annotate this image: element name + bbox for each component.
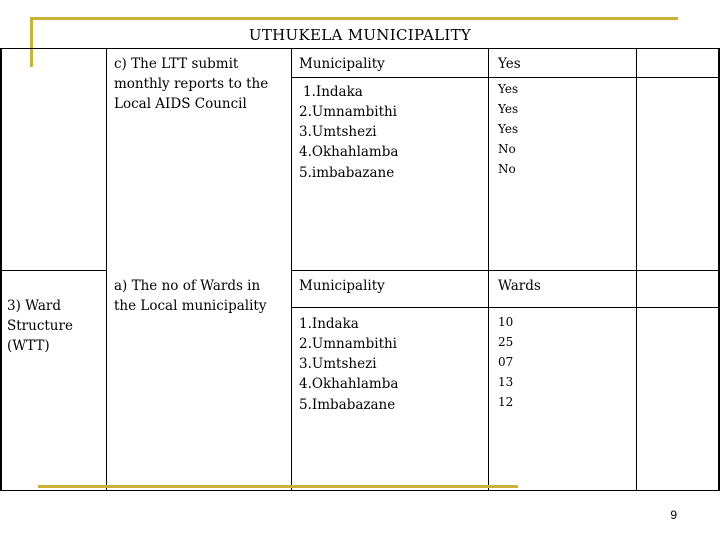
list-item: 2.Umnambithi: [299, 104, 398, 120]
accent-top-line: [30, 17, 678, 20]
list-item: 25: [498, 335, 514, 349]
table-border-bottom: [0, 490, 720, 491]
list-item: 07: [498, 355, 514, 369]
list-item: 5.imbabazane: [299, 165, 395, 181]
table-header-municipality: Municipality: [299, 278, 385, 294]
list-item: No: [498, 162, 516, 176]
list-item: Yes: [498, 122, 519, 136]
table-cell-item: a) The no of Wards in the Local municipality: [114, 278, 267, 314]
page-title: UTHUKELA MUNICIPALITY: [248, 26, 472, 44]
list-item: Yes: [498, 82, 519, 96]
list-item: 12: [498, 395, 514, 409]
list-item: 1.Indaka: [303, 84, 363, 100]
list-item: 3.Umtshezi: [299, 124, 377, 140]
list-item: 4.Okhahlamba: [299, 144, 399, 160]
table-divider: [291, 270, 720, 271]
accent-bottom-line: [38, 485, 518, 488]
table-divider: [0, 270, 107, 271]
table-header-municipality: Municipality: [299, 56, 385, 72]
list-item: 3.Umtshezi: [299, 356, 377, 372]
list-item: 1.Indaka: [299, 316, 359, 332]
table-header-value: Yes: [498, 56, 521, 72]
table-border-top: [0, 48, 720, 49]
list-item: No: [498, 142, 516, 156]
page-number: 9: [670, 508, 677, 522]
list-item: 13: [498, 375, 514, 389]
table-row-label: 3) Ward Structure (WTT): [7, 298, 73, 354]
list-item: 2.Umnambithi: [299, 336, 398, 352]
list-item: 5.Imbabazane: [299, 397, 396, 413]
list-item: 10: [498, 315, 514, 329]
table-cell-item: c) The LTT submit monthly reports to the Local AIDS Council: [114, 56, 269, 112]
table-header-value: Wards: [498, 278, 541, 294]
table-divider: [291, 307, 720, 308]
table-divider: [291, 77, 720, 78]
list-item: 4.Okhahlamba: [299, 376, 399, 392]
list-item: Yes: [498, 102, 519, 116]
